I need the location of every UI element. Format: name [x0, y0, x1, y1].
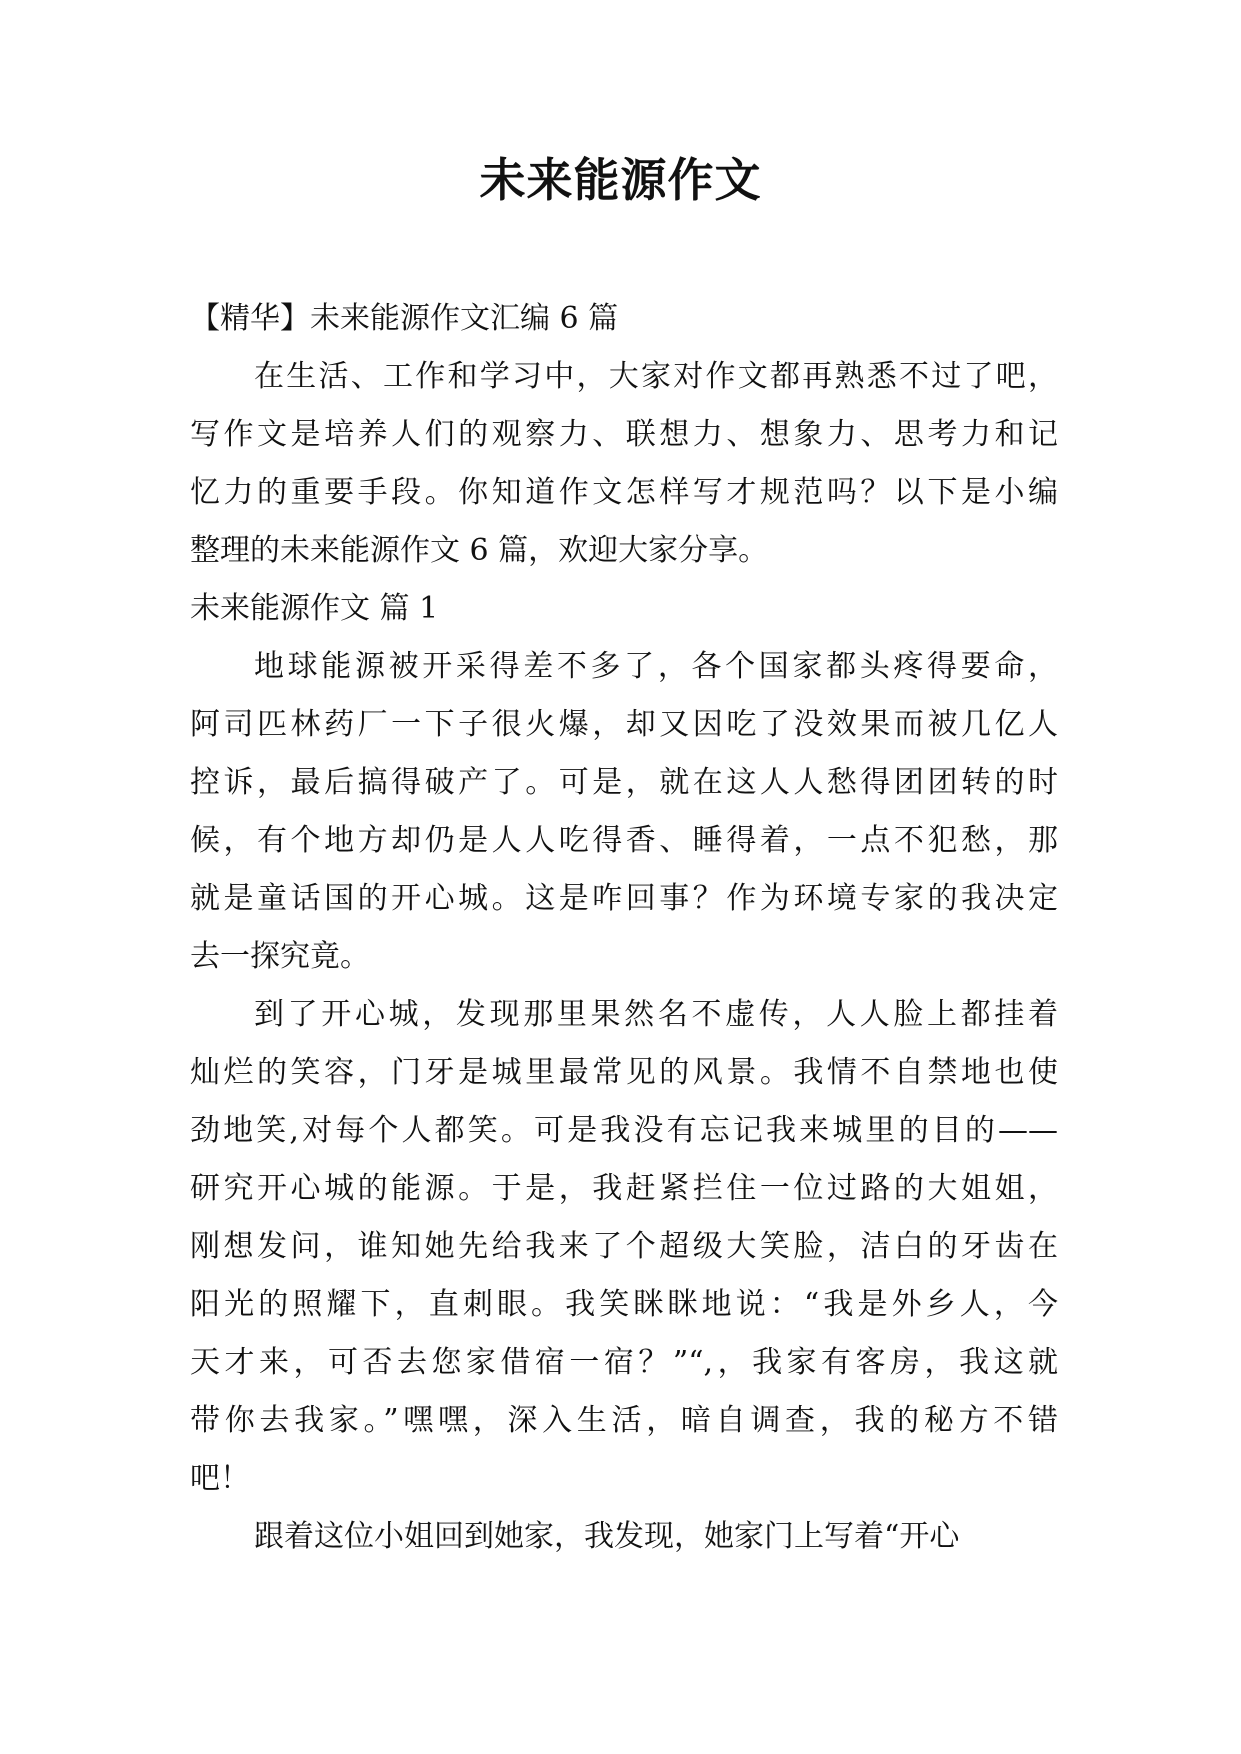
- text-line: 研究开心城的能源。于是，我赶紧拦住一位过路的大姐姐，: [190, 1171, 1058, 1206]
- text-line: 带你去我家。”嘿嘿，深入生活，暗自调查，我的秘方不错: [190, 1403, 1058, 1438]
- text-line: 就是童话国的开心城。这是咋回事？作为环境专家的我决定: [190, 881, 1058, 916]
- paragraph-2: [190, 986, 1058, 1508]
- text-line: 阿司匹林药厂一下子很火爆，却又因吃了没效果而被几亿人: [190, 707, 1058, 742]
- text-line: 忆力的重要手段。你知道作文怎样写才规范吗？以下是小编: [190, 475, 1058, 510]
- intro-paragraph: [190, 348, 1058, 580]
- text-line: 控诉，最后搞得破产了。可是，就在这人人愁得团团转的时: [190, 765, 1058, 800]
- paragraph-1: [190, 638, 1058, 986]
- section-heading: 未来能源作文 篇 1: [190, 591, 439, 626]
- document-subtitle: 【精华】未来能源作文汇编 6 篇: [190, 301, 619, 336]
- text-line: 去一探究竟。: [190, 939, 370, 974]
- paragraph-3: [190, 1508, 1058, 1566]
- text-line: 刚想发问，谁知她先给我来了个超级大笑脸，洁白的牙齿在: [190, 1229, 1058, 1264]
- text-line: 天才来，可否去您家借宿一宿？”“,，我家有客房，我这就: [190, 1345, 1058, 1380]
- document-body: [190, 290, 1058, 1566]
- text-line: 写作文是培养人们的观察力、联想力、想象力、思考力和记: [190, 417, 1058, 452]
- text-line: 地球能源被开采得差不多了，各个国家都头疼得要命，: [254, 649, 1058, 684]
- text-line: 阳光的照耀下，直刺眼。我笑眯眯地说：“我是外乡人，今: [190, 1287, 1058, 1322]
- text-line: 灿烂的笑容，门牙是城里最常见的风景。我情不自禁地也使: [190, 1055, 1058, 1090]
- text-line: 跟着这位小姐回到她家，我发现，她家门上写着“开心: [254, 1519, 960, 1554]
- text-line: 吧！: [190, 1461, 250, 1496]
- text-line: 在生活、工作和学习中，大家对作文都再熟悉不过了吧，: [254, 359, 1058, 394]
- document-title: 未来能源作文: [479, 153, 762, 207]
- text-line: 整理的未来能源作文 6 篇，欢迎大家分享。: [190, 533, 769, 568]
- text-line: 候，有个地方却仍是人人吃得香、睡得着，一点不犯愁，那: [190, 823, 1058, 858]
- text-line: 到了开心城，发现那里果然名不虚传，人人脸上都挂着: [254, 997, 1058, 1032]
- text-line: 劲地笑,对每个人都笑。可是我没有忘记我来城里的目的——: [190, 1113, 1058, 1148]
